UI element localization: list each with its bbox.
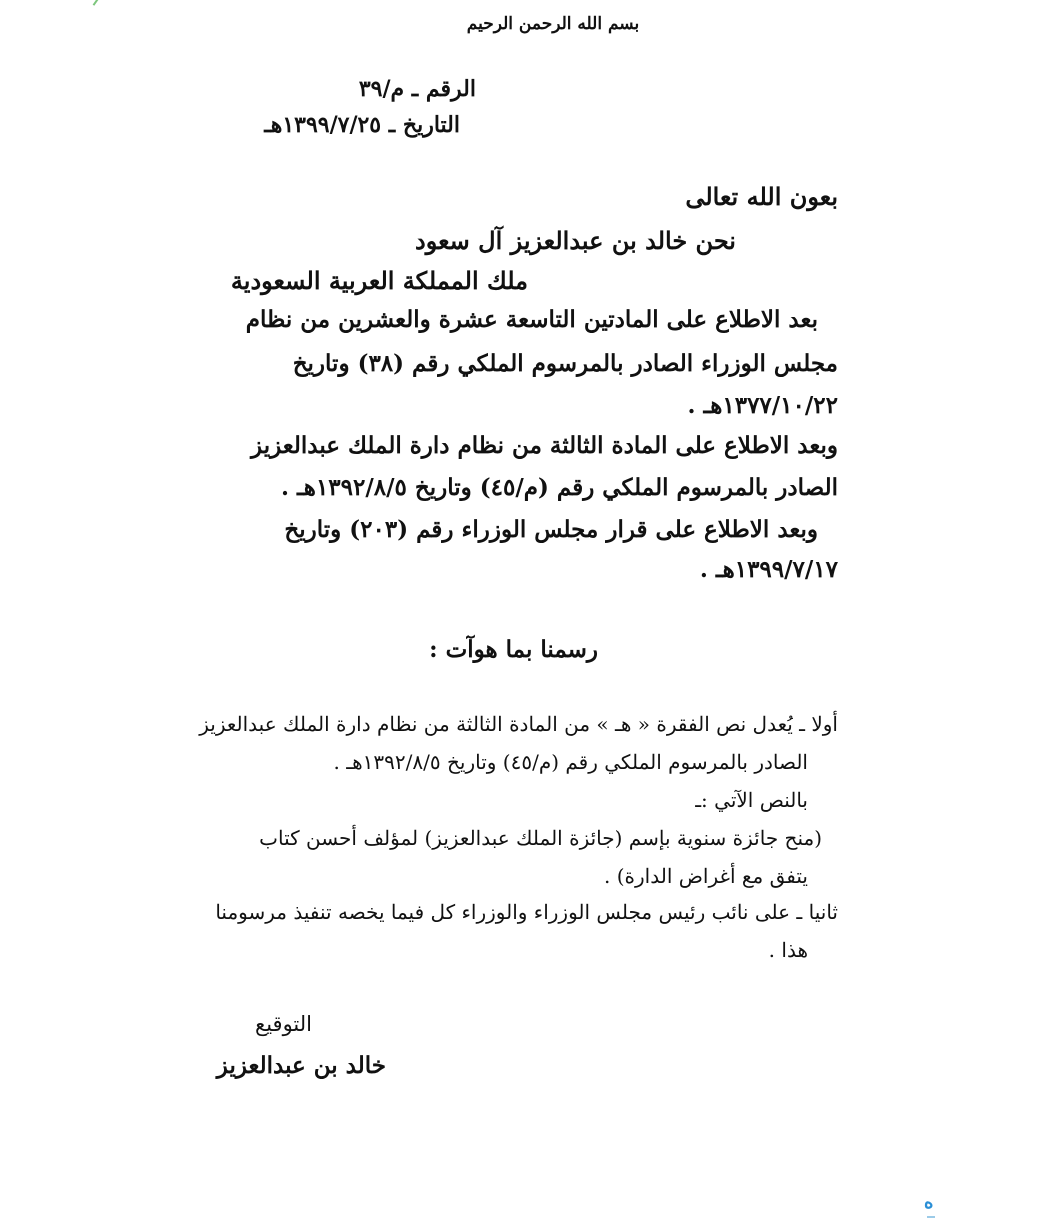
preamble-line: وبعد الاطلاع على المادة الثالثة من نظام دارة الملك عبدالعزيز bbox=[251, 432, 838, 459]
page-marker-tick bbox=[927, 1216, 935, 1218]
article-line: الصادر بالمرسوم الملكي رقم (م/٤٥) وتاريخ ١٣٩٢/٨/٥هـ . bbox=[333, 750, 808, 774]
basmala: بسم الله الرحمن الرحيم bbox=[466, 14, 640, 34]
article-line: (منح جائزة سنوية بإسم (جائزة الملك عبدالعزيز) لمؤلف أحسن كتاب bbox=[259, 826, 822, 850]
signature-label: التوقيع bbox=[255, 1012, 312, 1036]
preamble-line: ١٣٩٩/٧/١٧هـ . bbox=[699, 556, 838, 583]
decree-number: الرقم ـ م/٣٩ bbox=[358, 76, 476, 102]
article-line: يتفق مع أغراض الدارة) . bbox=[604, 864, 808, 888]
article-line: هذا . bbox=[768, 938, 808, 962]
article-line: ثانيا ـ على نائب رئيس مجلس الوزراء والوزراء كل فيما يخصه تنفيذ مرسومنا bbox=[215, 900, 838, 924]
preamble-line: الصادر بالمرسوم الملكي رقم (م/٤٥) وتاريخ ١٣٩٢/٨/٥هـ . bbox=[281, 474, 838, 501]
page-marker: ه bbox=[924, 1192, 934, 1213]
intro-king-title: ملك المملكة العربية السعودية bbox=[230, 266, 528, 295]
decree-heading: رسمنا بما هوآت : bbox=[429, 636, 598, 663]
preamble-line: وبعد الاطلاع على قرار مجلس الوزراء رقم (٢٠٣) وتاريخ bbox=[284, 516, 818, 543]
article-line: بالنص الآتي :ـ bbox=[695, 788, 808, 812]
preamble-line: بعد الاطلاع على المادتين التاسعة عشرة والعشرين من نظام bbox=[245, 306, 818, 333]
intro-king-name: نحن خالد بن عبدالعزيز آل سعود bbox=[415, 226, 736, 255]
signature-name: خالد بن عبدالعزيز bbox=[216, 1052, 386, 1079]
intro-invocation: بعون الله تعالى bbox=[685, 182, 838, 211]
article-line: أولا ـ يُعدل نص الفقرة « هـ » من المادة الثالثة من نظام دارة الملك عبدالعزيز bbox=[199, 712, 838, 736]
preamble-line: مجلس الوزراء الصادر بالمرسوم الملكي رقم (٣٨) وتاريخ bbox=[292, 350, 838, 377]
preamble-line: ١٣٧٧/١٠/٢٢هـ . bbox=[687, 392, 838, 419]
decree-date: التاريخ ـ ١٣٩٩/٧/٢٥هـ bbox=[264, 112, 460, 138]
